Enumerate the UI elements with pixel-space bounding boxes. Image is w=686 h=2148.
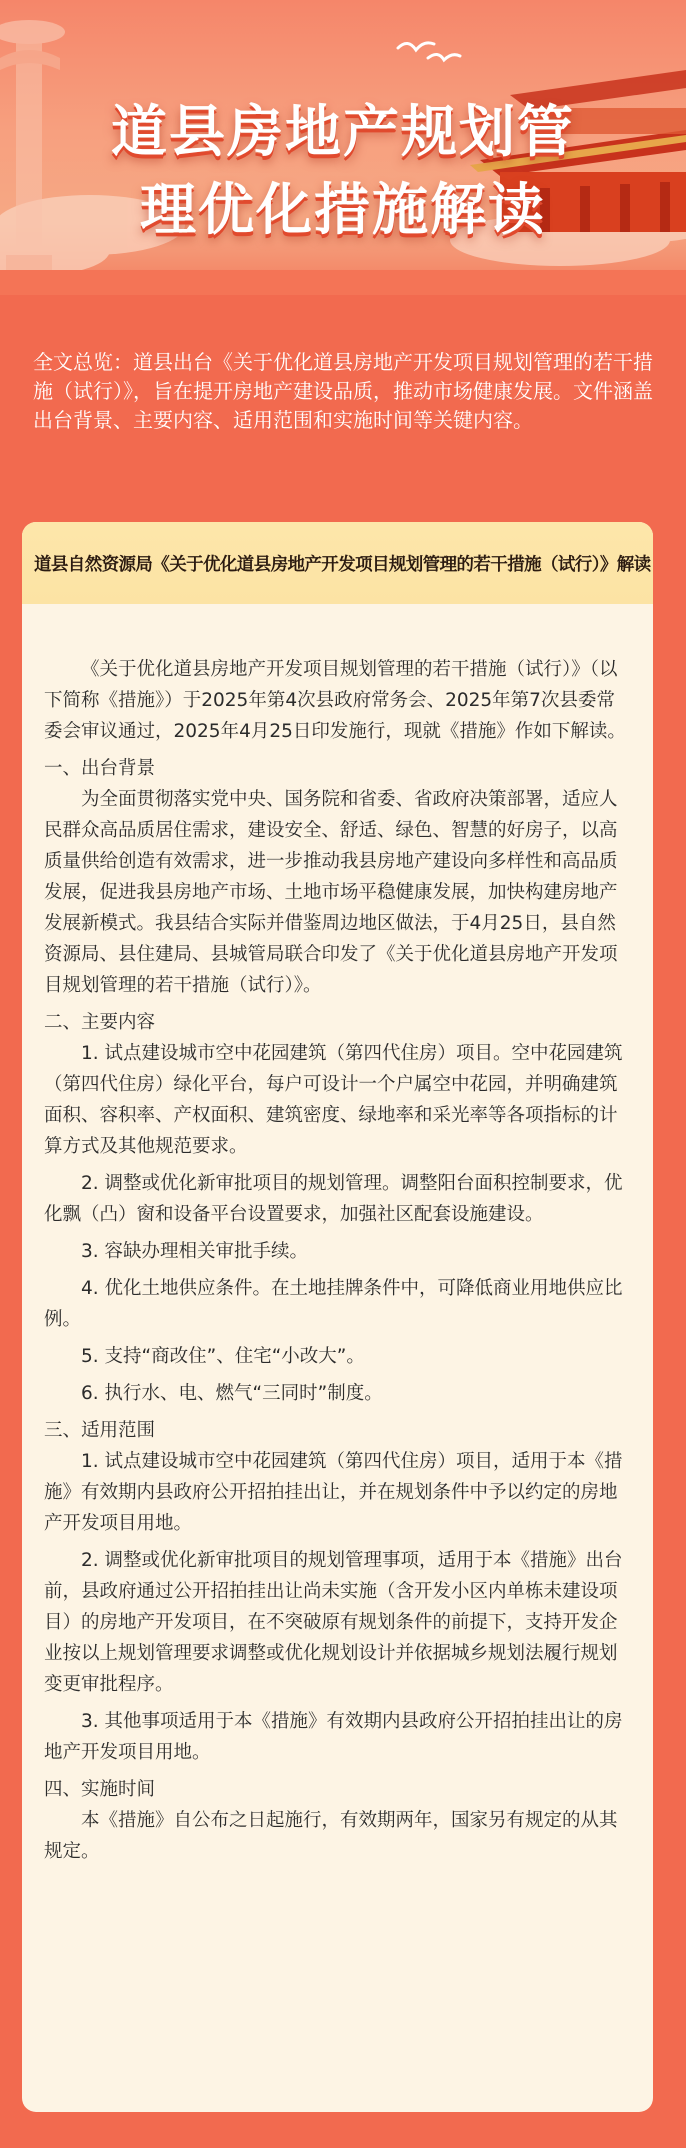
section-heading: 二、主要内容 [44,1012,156,1033]
seagull-icon [398,43,460,60]
list-item: 3. 其他事项适用于本《措施》有效期内县政府公开招拍挂出让的房地产开发项目用地。 [44,1711,623,1763]
list-item: 4. 优化土地供应条件。在土地挂牌条件中，可降低商业用地供应比例。 [44,1278,623,1330]
section-paragraph: 为全面贯彻落实党中央、国务院和省委、省政府决策部署，适应人民群众高品质居住需求，建设安全、舒适、绿色、智慧的好房子，以高质量供给创造有效需求，进一步推动我县房地产建设向多样性和高品质发展，促进我县房地产市场、土地市场平稳健康发展，加快构建房地产发展新模式。我县结合实际并借鉴周边地区做法，于4月25日，县自然资源局、县住建局、县城管局联合印发了《关于优化道县房地产开发项目规划管理的若干措施（试行）》。 [44,789,618,996]
summary-text: 全文总览：道县出台《关于优化道县房地产开发项目规划管理的若干措施（试行）》，旨在提开房地产建设品质，推动市场健康发展。文件涵盖出台背景、主要内容、适用范围和实施时间等关键内容。 [33,350,653,432]
list-item: 2. 调整或优化新审批项目的规划管理。调整阳台面积控制要求，优化飘（凸）窗和设备平台设置要求，加强社区配套设施建设。 [44,1173,623,1225]
list-item: 1. 试点建设城市空中花园建筑（第四代住房）项目，适用于本《措施》有效期内县政府公开招拍挂出让，并在规划条件中予以约定的房地产开发项目用地。 [44,1451,623,1534]
header-banner [0,0,686,295]
list-item: 1. 试点建设城市空中花园建筑（第四代住房）项目。空中花园建筑（第四代住房）绿化平台，每户可设计一个户属空中花园，并明确建筑面积、容积率、产权面积、建筑密度、绿地率和采光率等各项指标的计算方式及其他规范要求。 [44,1043,623,1157]
section-heading: 三、适用范围 [44,1420,156,1441]
list-item: 3. 容缺办理相关审批手续。 [81,1241,309,1262]
page-title-line-1: 道县房地产规划管 [111,100,575,165]
section-heading: 一、出台背景 [44,758,156,779]
page-title-line-2: 理优化措施解读 [140,178,546,243]
section-paragraph: 本《措施》自公布之日起施行，有效期两年，国家另有规定的从其规定。 [44,1810,618,1862]
card-header-title: 道县自然资源局《关于优化道县房地产开发项目规划管理的若干措施（试行）》解读 [34,554,651,575]
section-heading: 四、实施时间 [44,1779,156,1800]
card-body [22,604,653,1867]
intro-paragraph: 《关于优化道县房地产开发项目规划管理的若干措施（试行）》（以下简称《措施》）于2025年第4次县政府常务会、2025年第7次县委常委会审议通过，2025年4月25日印发施行，现就《措施》作如下解读。 [44,659,626,742]
card-header [22,522,653,604]
article-card [22,522,653,2112]
list-item: 5. 支持“商改住”、住宅“小改大”。 [81,1346,365,1367]
list-item: 2. 调整或优化新审批项目的规划管理事项，适用于本《措施》出台前，县政府通过公开招拍挂出让尚未实施（含开发小区内单栋未建设项目）的房地产开发项目，在不突破原有规划条件的前提下，支持开发企业按以上规划管理要求调整或优化规划设计并依据城乡规划法履行规划变更审批程序。 [44,1550,623,1695]
list-item: 6. 执行水、电、燃气“三同时”制度。 [81,1383,383,1404]
